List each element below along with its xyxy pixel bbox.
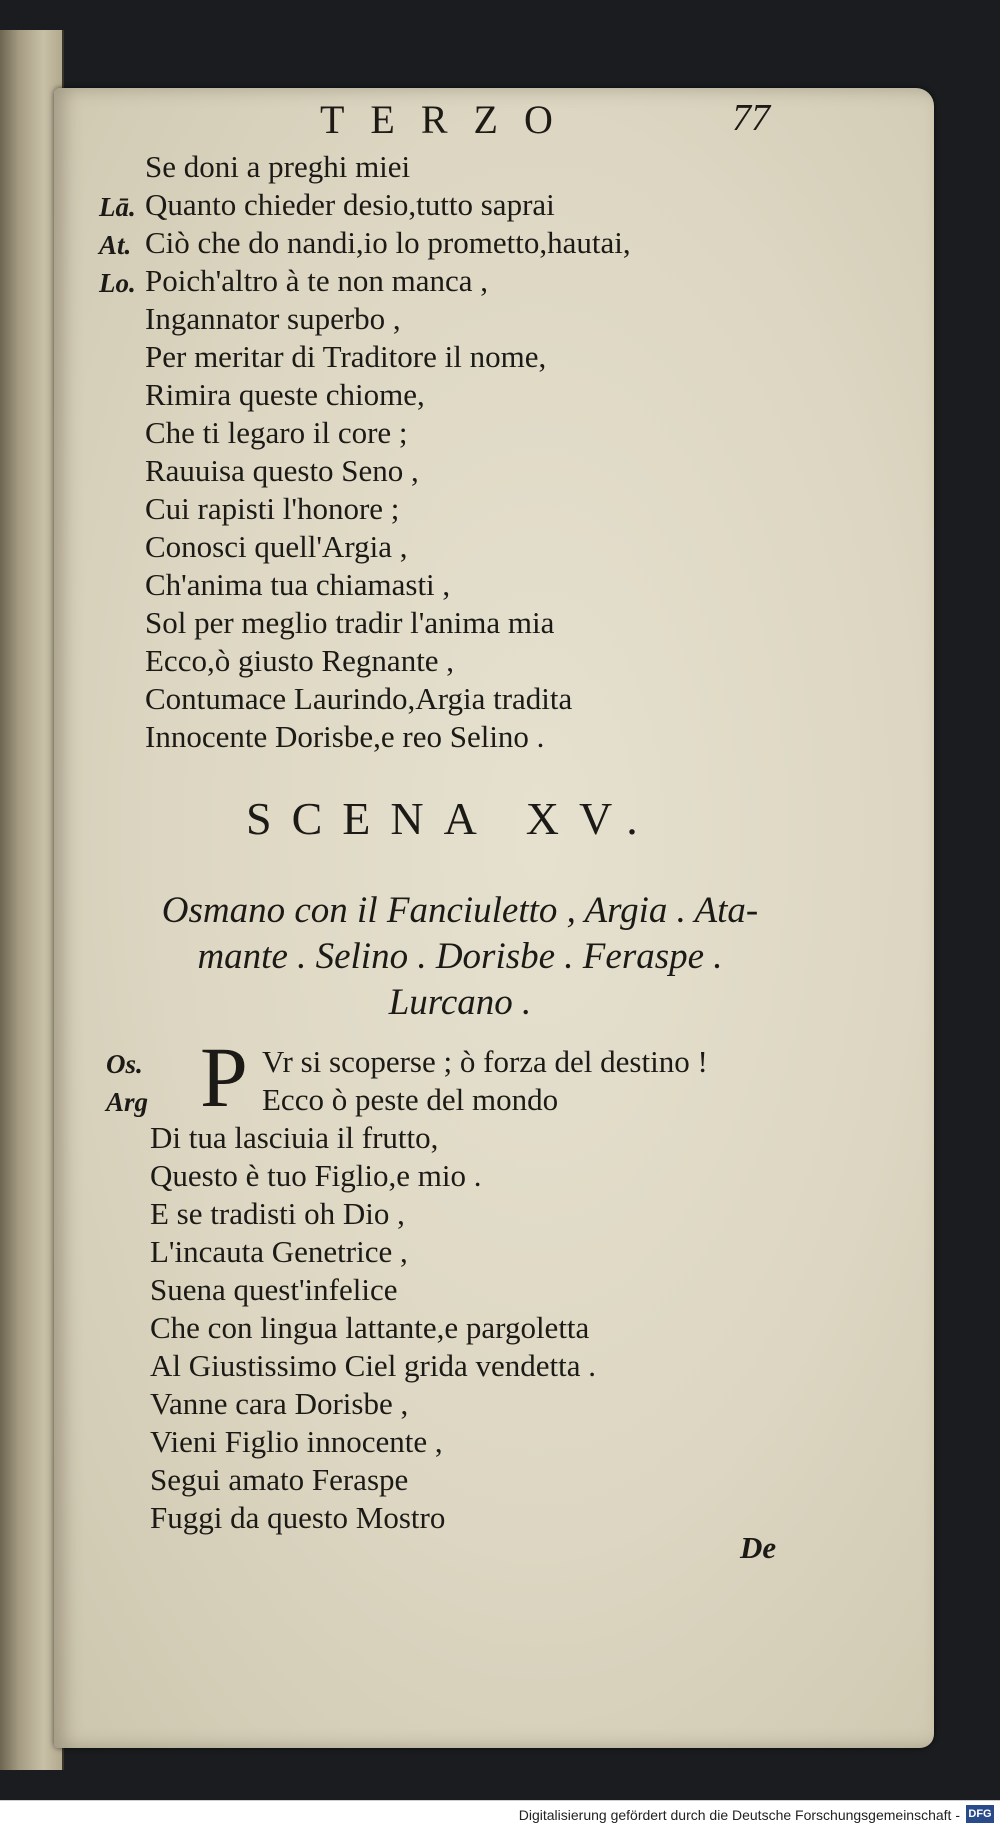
- verse-text: Quanto chieder desio,tutto saprai: [145, 187, 555, 222]
- verse-line: [150, 1347, 708, 1385]
- cast-list: [100, 888, 820, 1026]
- verse-text: Che ti legaro il core ;: [145, 415, 408, 450]
- verse-line: [145, 604, 631, 642]
- verse-line: [150, 1461, 708, 1499]
- verse-text: Rauuisa questo Seno ,: [145, 453, 419, 488]
- verse-line: [145, 528, 631, 566]
- page-number: 77: [732, 97, 770, 139]
- verse-line: [150, 1423, 708, 1461]
- verse-line: [145, 148, 631, 186]
- verse-text: Cui rapisti l'honore ;: [145, 491, 400, 526]
- verse-text: Ingannator superbo ,: [145, 301, 401, 336]
- footer-bar: [0, 1800, 1000, 1829]
- verse-text: Ecco ò peste del mondo: [262, 1082, 559, 1117]
- verse-line: [150, 1385, 708, 1423]
- verse-line: [145, 300, 631, 338]
- speaker-label: Arg: [106, 1087, 149, 1117]
- verse-line: [150, 1195, 708, 1233]
- verse-text: Di tua lasciuia il frutto,: [150, 1120, 439, 1155]
- scene-title: SCENA XV.: [246, 793, 658, 844]
- page-header: [320, 96, 770, 146]
- verse-text: Poich'altro à te non manca ,: [145, 263, 489, 298]
- verse-text: Suena quest'infelice: [150, 1272, 398, 1307]
- verse-line: [106, 1043, 708, 1081]
- verse-line: [150, 1499, 708, 1537]
- verse-text: Ch'anima tua chiamasti ,: [145, 567, 451, 602]
- verse-text: Contumace Laurindo,Argia tradita: [145, 681, 573, 716]
- verse-line: [145, 642, 631, 680]
- cast-line: Lurcano .: [388, 982, 532, 1023]
- verse-text: Vr si scoperse ; ò forza del destino !: [262, 1044, 708, 1079]
- verse-line: [150, 1271, 708, 1309]
- funding-credit: Digitalisierung gefördert durch die Deutsche Forschungsgemeinschaft -: [518, 1807, 960, 1823]
- verse-text: Ecco,ò giusto Regnante ,: [145, 643, 455, 678]
- verse-line: [145, 376, 631, 414]
- verse-text: Al Giustissimo Ciel grida vendetta .: [150, 1348, 597, 1383]
- verse-text: Se doni a preghi miei: [145, 149, 411, 184]
- verse-block-1: [99, 148, 631, 756]
- verse-line: [145, 414, 631, 452]
- catchword: De: [740, 1530, 777, 1565]
- verse-line: [99, 224, 631, 262]
- verse-text: E se tradisti oh Dio ,: [150, 1196, 405, 1231]
- verse-line: [106, 1081, 708, 1119]
- speaker-label: At.: [99, 230, 132, 260]
- verse-text: Sol per meglio tradir l'anima mia: [145, 605, 555, 640]
- cast-line: mante . Selino . Dorisbe . Feraspe .: [197, 936, 723, 977]
- verse-text: Vanne cara Dorisbe ,: [150, 1386, 409, 1421]
- verse-line: [145, 452, 631, 490]
- speaker-label: Lā.: [99, 192, 136, 222]
- verse-line: [99, 262, 631, 300]
- dfg-logo-icon: DFG: [966, 1805, 994, 1823]
- verse-text: Fuggi da questo Mostro: [150, 1500, 446, 1535]
- verse-line: [150, 1119, 708, 1157]
- speaker-label: Os.: [106, 1049, 143, 1079]
- verse-line: [150, 1157, 708, 1195]
- verse-text: Segui amato Feraspe: [150, 1462, 409, 1497]
- verse-line: [145, 680, 631, 718]
- verse-line: [145, 566, 631, 604]
- verse-text: Ciò che do nandi,io lo prometto,hautai,: [145, 225, 631, 260]
- verse-text: Innocente Dorisbe,e reo Selino .: [145, 719, 545, 754]
- verse-text: Conosci quell'Argia ,: [145, 529, 408, 564]
- cast-line: Osmano con il Fanciuletto , Argia . Ata-: [161, 890, 759, 931]
- verse-line: [145, 490, 631, 528]
- verse-line: [145, 338, 631, 376]
- drop-cap: P: [200, 1029, 248, 1125]
- verse-text: Rimira queste chiome,: [145, 377, 425, 412]
- verse-line: [150, 1309, 708, 1347]
- verse-text: Per meritar di Traditore il nome,: [145, 339, 547, 374]
- speaker-label: Lo.: [99, 268, 136, 298]
- verse-line: [99, 186, 631, 224]
- verse-text: Vieni Figlio innocente ,: [150, 1424, 443, 1459]
- verse-text: Questo è tuo Figlio,e mio .: [150, 1158, 482, 1193]
- verse-line: [145, 718, 631, 756]
- verse-text: Che con lingua lattante,e pargoletta: [150, 1310, 590, 1345]
- verse-text: L'incauta Genetrice ,: [150, 1234, 408, 1269]
- verse-line: [150, 1233, 708, 1271]
- verse-block-2: [106, 1029, 708, 1537]
- running-head: TERZO: [320, 97, 579, 142]
